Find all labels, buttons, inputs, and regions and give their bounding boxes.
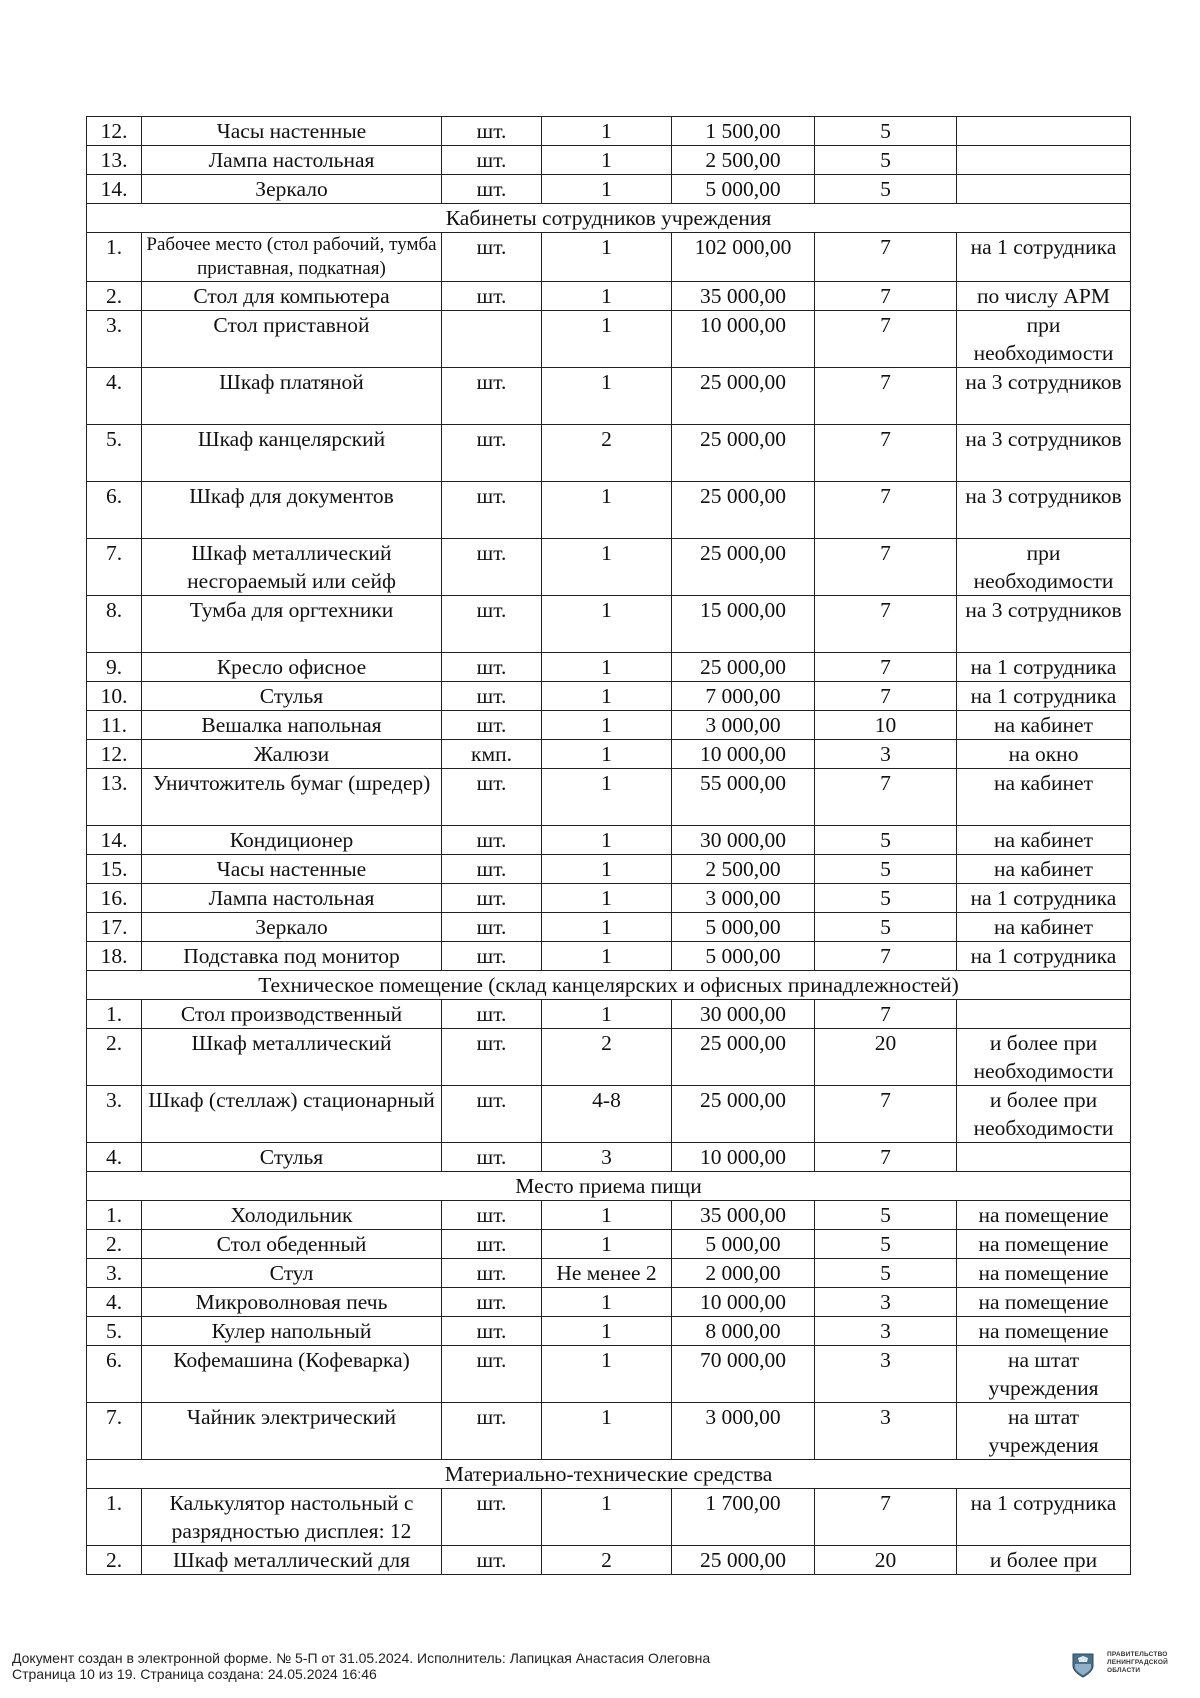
cell-unit: шт.: [442, 1546, 542, 1575]
cell-quantity: 1: [542, 1201, 672, 1230]
cell-quantity: 1: [542, 740, 672, 769]
cell-name: Стул: [142, 1259, 442, 1288]
table-row: [87, 368, 1131, 425]
cell-number: 12.: [87, 740, 142, 769]
table-row: [87, 596, 1131, 653]
cell-note: на помещение: [957, 1201, 1131, 1230]
cell-service-years: 7: [815, 1086, 957, 1143]
section-header-row: [87, 971, 1131, 1000]
cell-service-years: 5: [815, 175, 957, 204]
cell-name: Шкаф (стеллаж) стационарный: [142, 1086, 442, 1143]
cell-price: 70 000,00: [672, 1346, 815, 1403]
cell-unit: шт.: [442, 1288, 542, 1317]
cell-price: 3 000,00: [672, 711, 815, 740]
cell-price: 10 000,00: [672, 311, 815, 368]
cell-price: 25 000,00: [672, 425, 815, 482]
cell-number: 15.: [87, 855, 142, 884]
cell-name: Кулер напольный: [142, 1317, 442, 1346]
cell-note: на 1 сотрудника: [957, 233, 1131, 282]
cell-note: на 1 сотрудника: [957, 884, 1131, 913]
cell-name: Уничтожитель бумаг (шредер): [142, 769, 442, 826]
cell-number: 8.: [87, 596, 142, 653]
cell-unit: шт.: [442, 146, 542, 175]
cell-price: 2 500,00: [672, 855, 815, 884]
cell-service-years: 10: [815, 711, 957, 740]
cell-quantity: 1: [542, 1489, 672, 1546]
cell-note: по числу АРМ: [957, 282, 1131, 311]
cell-price: 35 000,00: [672, 1201, 815, 1230]
cell-note: на помещение: [957, 1317, 1131, 1346]
cell-note: [957, 1143, 1131, 1172]
cell-quantity: 4-8: [542, 1086, 672, 1143]
cell-quantity: 1: [542, 175, 672, 204]
section-title: Кабинеты сотрудников учреждения: [87, 204, 1131, 233]
cell-number: 12.: [87, 117, 142, 146]
cell-price: 5 000,00: [672, 913, 815, 942]
cell-name: Лампа настольная: [142, 146, 442, 175]
cell-name: Шкаф металлический: [142, 1029, 442, 1086]
cell-quantity: Не менее 2: [542, 1259, 672, 1288]
cell-unit: шт.: [442, 117, 542, 146]
document-footer: [12, 1650, 710, 1682]
section-header-row: [87, 1172, 1131, 1201]
cell-unit: шт.: [442, 855, 542, 884]
cell-service-years: 7: [815, 769, 957, 826]
cell-number: 2.: [87, 282, 142, 311]
cell-service-years: 5: [815, 826, 957, 855]
logo-text: ПРАВИТЕЛЬСТВО ЛЕНИНГРАДСКОЙ ОБЛАСТИ: [1107, 1651, 1168, 1674]
cell-price: 25 000,00: [672, 1546, 815, 1575]
table-row: [87, 175, 1131, 204]
cell-price: 25 000,00: [672, 1086, 815, 1143]
cell-number: 4.: [87, 368, 142, 425]
cell-price: 25 000,00: [672, 539, 815, 596]
cell-note: и более при необходимости: [957, 1029, 1131, 1086]
cell-service-years: 7: [815, 311, 957, 368]
cell-price: 2 500,00: [672, 146, 815, 175]
cell-note: на штат учреждения: [957, 1346, 1131, 1403]
cell-price: 5 000,00: [672, 1230, 815, 1259]
table-row: [87, 1230, 1131, 1259]
cell-service-years: 7: [815, 368, 957, 425]
table-row: [87, 1029, 1131, 1086]
table-row: [87, 1000, 1131, 1029]
cell-note: на 1 сотрудника: [957, 653, 1131, 682]
cell-quantity: 1: [542, 653, 672, 682]
table-row: [87, 1546, 1131, 1575]
cell-quantity: 1: [542, 855, 672, 884]
cell-note: [957, 1000, 1131, 1029]
footer-line-2: Страница 10 из 19. Страница создана: 24.05.2024 16:46: [12, 1666, 377, 1682]
cell-number: 2.: [87, 1230, 142, 1259]
cell-price: 25 000,00: [672, 368, 815, 425]
cell-service-years: 3: [815, 1288, 957, 1317]
footer-line-1: Документ создан в электронной форме. № 5-П от 31.05.2024. Исполнитель: Лапицкая Анастасия Олеговна: [12, 1650, 711, 1666]
cell-note: на 1 сотрудника: [957, 942, 1131, 971]
cell-name: Часы настенные: [142, 117, 442, 146]
table-row: [87, 539, 1131, 596]
cell-unit: шт.: [442, 1230, 542, 1259]
cell-number: 14.: [87, 175, 142, 204]
cell-name: Кондиционер: [142, 826, 442, 855]
cell-name: Кресло офисное: [142, 653, 442, 682]
cell-price: 7 000,00: [672, 682, 815, 711]
cell-quantity: 1: [542, 884, 672, 913]
cell-unit: шт.: [442, 1086, 542, 1143]
cell-quantity: 3: [542, 1143, 672, 1172]
cell-unit: шт.: [442, 1029, 542, 1086]
cell-quantity: 1: [542, 711, 672, 740]
cell-unit: кмп.: [442, 740, 542, 769]
cell-unit: шт.: [442, 425, 542, 482]
table-row: [87, 233, 1131, 282]
cell-note: на кабинет: [957, 913, 1131, 942]
cell-name: Шкаф канцелярский: [142, 425, 442, 482]
cell-number: 11.: [87, 711, 142, 740]
table-row: [87, 146, 1131, 175]
cell-quantity: 1: [542, 826, 672, 855]
cell-quantity: 1: [542, 146, 672, 175]
cell-service-years: 20: [815, 1029, 957, 1086]
table-row: [87, 653, 1131, 682]
cell-service-years: 5: [815, 1230, 957, 1259]
cell-number: 16.: [87, 884, 142, 913]
cell-name: Шкаф для документов: [142, 482, 442, 539]
cell-price: 5 000,00: [672, 175, 815, 204]
cell-service-years: 7: [815, 1489, 957, 1546]
cell-name: Шкаф металлический несгораемый или сейф: [142, 539, 442, 596]
cell-number: 13.: [87, 146, 142, 175]
section-header-row: [87, 204, 1131, 233]
cell-service-years: 5: [815, 1201, 957, 1230]
cell-number: 4.: [87, 1288, 142, 1317]
cell-note: [957, 117, 1131, 146]
cell-note: на помещение: [957, 1259, 1131, 1288]
table-row: [87, 1143, 1131, 1172]
cell-service-years: 7: [815, 539, 957, 596]
cell-name: Зеркало: [142, 913, 442, 942]
cell-service-years: 7: [815, 1000, 957, 1029]
cell-service-years: 7: [815, 425, 957, 482]
table-row: [87, 1259, 1131, 1288]
cell-name: Стол производственный: [142, 1000, 442, 1029]
cell-note: при необходимости: [957, 311, 1131, 368]
cell-quantity: 1: [542, 368, 672, 425]
cell-quantity: 1: [542, 1346, 672, 1403]
table-row: [87, 1346, 1131, 1403]
cell-unit: шт.: [442, 913, 542, 942]
cell-unit: шт.: [442, 1259, 542, 1288]
cell-name: Кофемашина (Кофеварка): [142, 1346, 442, 1403]
cell-note: на кабинет: [957, 855, 1131, 884]
table-row: [87, 282, 1131, 311]
table-row: [87, 769, 1131, 826]
cell-quantity: 1: [542, 913, 672, 942]
cell-service-years: 3: [815, 1403, 957, 1460]
cell-service-years: 7: [815, 942, 957, 971]
equipment-table: [86, 116, 1131, 1575]
section-title: Материально-технические средства: [87, 1460, 1131, 1489]
cell-quantity: 1: [542, 682, 672, 711]
table-row: [87, 482, 1131, 539]
cell-note: и более при: [957, 1546, 1131, 1575]
cell-service-years: 5: [815, 913, 957, 942]
cell-price: 8 000,00: [672, 1317, 815, 1346]
cell-number: 2.: [87, 1029, 142, 1086]
section-title: Техническое помещение (склад канцелярских и офисных принадлежностей): [87, 971, 1131, 1000]
cell-number: 9.: [87, 653, 142, 682]
cell-quantity: 1: [542, 1403, 672, 1460]
cell-name: Стулья: [142, 1143, 442, 1172]
table-body: [87, 117, 1131, 1575]
cell-service-years: 5: [815, 855, 957, 884]
cell-unit: шт.: [442, 233, 542, 282]
cell-unit: шт.: [442, 653, 542, 682]
cell-service-years: 5: [815, 146, 957, 175]
cell-note: [957, 175, 1131, 204]
cell-name: Чайник электрический: [142, 1403, 442, 1460]
cell-name: Жалюзи: [142, 740, 442, 769]
cell-service-years: 7: [815, 282, 957, 311]
table-row: [87, 826, 1131, 855]
cell-quantity: 2: [542, 1546, 672, 1575]
table-row: [87, 1317, 1131, 1346]
cell-name: Подставка под монитор: [142, 942, 442, 971]
cell-note: на кабинет: [957, 769, 1131, 826]
cell-number: 1.: [87, 1000, 142, 1029]
cell-quantity: 1: [542, 1230, 672, 1259]
cell-name: Калькулятор настольный с разрядностью дисплея: 12: [142, 1489, 442, 1546]
cell-unit: шт.: [442, 1000, 542, 1029]
cell-note: на помещение: [957, 1288, 1131, 1317]
cell-name: Часы настенные: [142, 855, 442, 884]
cell-name: Шкаф платяной: [142, 368, 442, 425]
cell-unit: шт.: [442, 282, 542, 311]
cell-name: Стол приставной: [142, 311, 442, 368]
cell-quantity: 1: [542, 233, 672, 282]
cell-name: Шкаф металлический для: [142, 1546, 442, 1575]
cell-unit: шт.: [442, 1403, 542, 1460]
cell-price: 3 000,00: [672, 884, 815, 913]
cell-number: 3.: [87, 311, 142, 368]
cell-price: 102 000,00: [672, 233, 815, 282]
table-row: [87, 311, 1131, 368]
cell-number: 3.: [87, 1259, 142, 1288]
cell-unit: шт.: [442, 539, 542, 596]
cell-name: Холодильник: [142, 1201, 442, 1230]
cell-note: при необходимости: [957, 539, 1131, 596]
cell-note: на 1 сотрудника: [957, 682, 1131, 711]
cell-name: Стулья: [142, 682, 442, 711]
cell-quantity: 1: [542, 311, 672, 368]
cell-price: 30 000,00: [672, 1000, 815, 1029]
cell-unit: шт.: [442, 826, 542, 855]
cell-number: 18.: [87, 942, 142, 971]
cell-price: 1 700,00: [672, 1489, 815, 1546]
cell-quantity: 1: [542, 596, 672, 653]
cell-number: 14.: [87, 826, 142, 855]
table-row: [87, 425, 1131, 482]
cell-number: 2.: [87, 1546, 142, 1575]
table-row: [87, 942, 1131, 971]
section-header-row: [87, 1460, 1131, 1489]
cell-quantity: 2: [542, 425, 672, 482]
cell-number: 5.: [87, 425, 142, 482]
cell-price: 5 000,00: [672, 942, 815, 971]
cell-service-years: 7: [815, 682, 957, 711]
cell-name: Зеркало: [142, 175, 442, 204]
table-row: [87, 1403, 1131, 1460]
cell-price: 10 000,00: [672, 1143, 815, 1172]
coat-of-arms-icon: [1071, 1652, 1095, 1678]
cell-note: на 3 сотрудников: [957, 482, 1131, 539]
cell-quantity: 2: [542, 1029, 672, 1086]
cell-unit: шт.: [442, 1317, 542, 1346]
table-row: [87, 740, 1131, 769]
cell-unit: шт.: [442, 1201, 542, 1230]
cell-price: 2 000,00: [672, 1259, 815, 1288]
cell-number: 5.: [87, 1317, 142, 1346]
table-row: [87, 913, 1131, 942]
table-row: [87, 1489, 1131, 1546]
cell-number: 17.: [87, 913, 142, 942]
cell-price: 35 000,00: [672, 282, 815, 311]
cell-service-years: 20: [815, 1546, 957, 1575]
cell-price: 15 000,00: [672, 596, 815, 653]
cell-service-years: 3: [815, 1317, 957, 1346]
cell-service-years: 5: [815, 117, 957, 146]
cell-note: на кабинет: [957, 826, 1131, 855]
cell-name: Рабочее место (стол рабочий, тумба приставная, подкатная): [142, 233, 442, 282]
cell-price: 10 000,00: [672, 1288, 815, 1317]
cell-quantity: 1: [542, 539, 672, 596]
section-title: Место приема пищи: [87, 1172, 1131, 1201]
government-logo: [1071, 1651, 1189, 1681]
cell-number: 7.: [87, 539, 142, 596]
cell-service-years: 7: [815, 482, 957, 539]
cell-number: 6.: [87, 1346, 142, 1403]
cell-unit: шт.: [442, 682, 542, 711]
cell-note: на окно: [957, 740, 1131, 769]
cell-name: Микроволновая печь: [142, 1288, 442, 1317]
cell-price: 25 000,00: [672, 482, 815, 539]
cell-name: Лампа настольная: [142, 884, 442, 913]
table-row: [87, 1086, 1131, 1143]
table-row: [87, 682, 1131, 711]
cell-price: 3 000,00: [672, 1403, 815, 1460]
cell-quantity: 1: [542, 1000, 672, 1029]
cell-name: Стол для компьютера: [142, 282, 442, 311]
cell-service-years: 7: [815, 596, 957, 653]
cell-quantity: 1: [542, 942, 672, 971]
cell-note: на 3 сотрудников: [957, 596, 1131, 653]
table-row: [87, 855, 1131, 884]
cell-quantity: 1: [542, 482, 672, 539]
cell-number: 7.: [87, 1403, 142, 1460]
cell-unit: шт.: [442, 1346, 542, 1403]
cell-unit: шт.: [442, 368, 542, 425]
cell-service-years: 7: [815, 653, 957, 682]
cell-note: и более при необходимости: [957, 1086, 1131, 1143]
cell-service-years: 5: [815, 1259, 957, 1288]
cell-number: 1.: [87, 1201, 142, 1230]
cell-price: 1 500,00: [672, 117, 815, 146]
cell-unit: шт.: [442, 596, 542, 653]
cell-name: Вешалка напольная: [142, 711, 442, 740]
cell-number: 6.: [87, 482, 142, 539]
cell-note: на 1 сотрудника: [957, 1489, 1131, 1546]
cell-number: 13.: [87, 769, 142, 826]
cell-unit: шт.: [442, 1489, 542, 1546]
cell-price: 25 000,00: [672, 653, 815, 682]
cell-quantity: 1: [542, 117, 672, 146]
cell-service-years: 3: [815, 1346, 957, 1403]
table-row: [87, 711, 1131, 740]
cell-number: 1.: [87, 1489, 142, 1546]
cell-unit: шт.: [442, 1143, 542, 1172]
cell-note: на 3 сотрудников: [957, 425, 1131, 482]
cell-note: на помещение: [957, 1230, 1131, 1259]
table-row: [87, 117, 1131, 146]
cell-unit: шт.: [442, 711, 542, 740]
cell-price: 55 000,00: [672, 769, 815, 826]
cell-service-years: 7: [815, 233, 957, 282]
cell-unit: шт.: [442, 769, 542, 826]
cell-price: 10 000,00: [672, 740, 815, 769]
cell-note: [957, 146, 1131, 175]
table-row: [87, 884, 1131, 913]
cell-service-years: 7: [815, 1143, 957, 1172]
cell-unit: шт.: [442, 175, 542, 204]
cell-note: на штат учреждения: [957, 1403, 1131, 1460]
cell-quantity: 1: [542, 769, 672, 826]
table-row: [87, 1288, 1131, 1317]
cell-note: на кабинет: [957, 711, 1131, 740]
table-row: [87, 1201, 1131, 1230]
cell-price: 25 000,00: [672, 1029, 815, 1086]
cell-quantity: 1: [542, 282, 672, 311]
cell-unit: шт.: [442, 884, 542, 913]
cell-quantity: 1: [542, 1317, 672, 1346]
cell-note: на 3 сотрудников: [957, 368, 1131, 425]
cell-unit: шт.: [442, 942, 542, 971]
cell-number: 4.: [87, 1143, 142, 1172]
cell-price: 30 000,00: [672, 826, 815, 855]
cell-quantity: 1: [542, 1288, 672, 1317]
cell-number: 10.: [87, 682, 142, 711]
cell-service-years: 3: [815, 740, 957, 769]
cell-unit: шт.: [442, 482, 542, 539]
cell-unit: [442, 311, 542, 368]
cell-number: 3.: [87, 1086, 142, 1143]
cell-name: Стол обеденный: [142, 1230, 442, 1259]
cell-service-years: 5: [815, 884, 957, 913]
cell-number: 1.: [87, 233, 142, 282]
cell-name: Тумба для оргтехники: [142, 596, 442, 653]
